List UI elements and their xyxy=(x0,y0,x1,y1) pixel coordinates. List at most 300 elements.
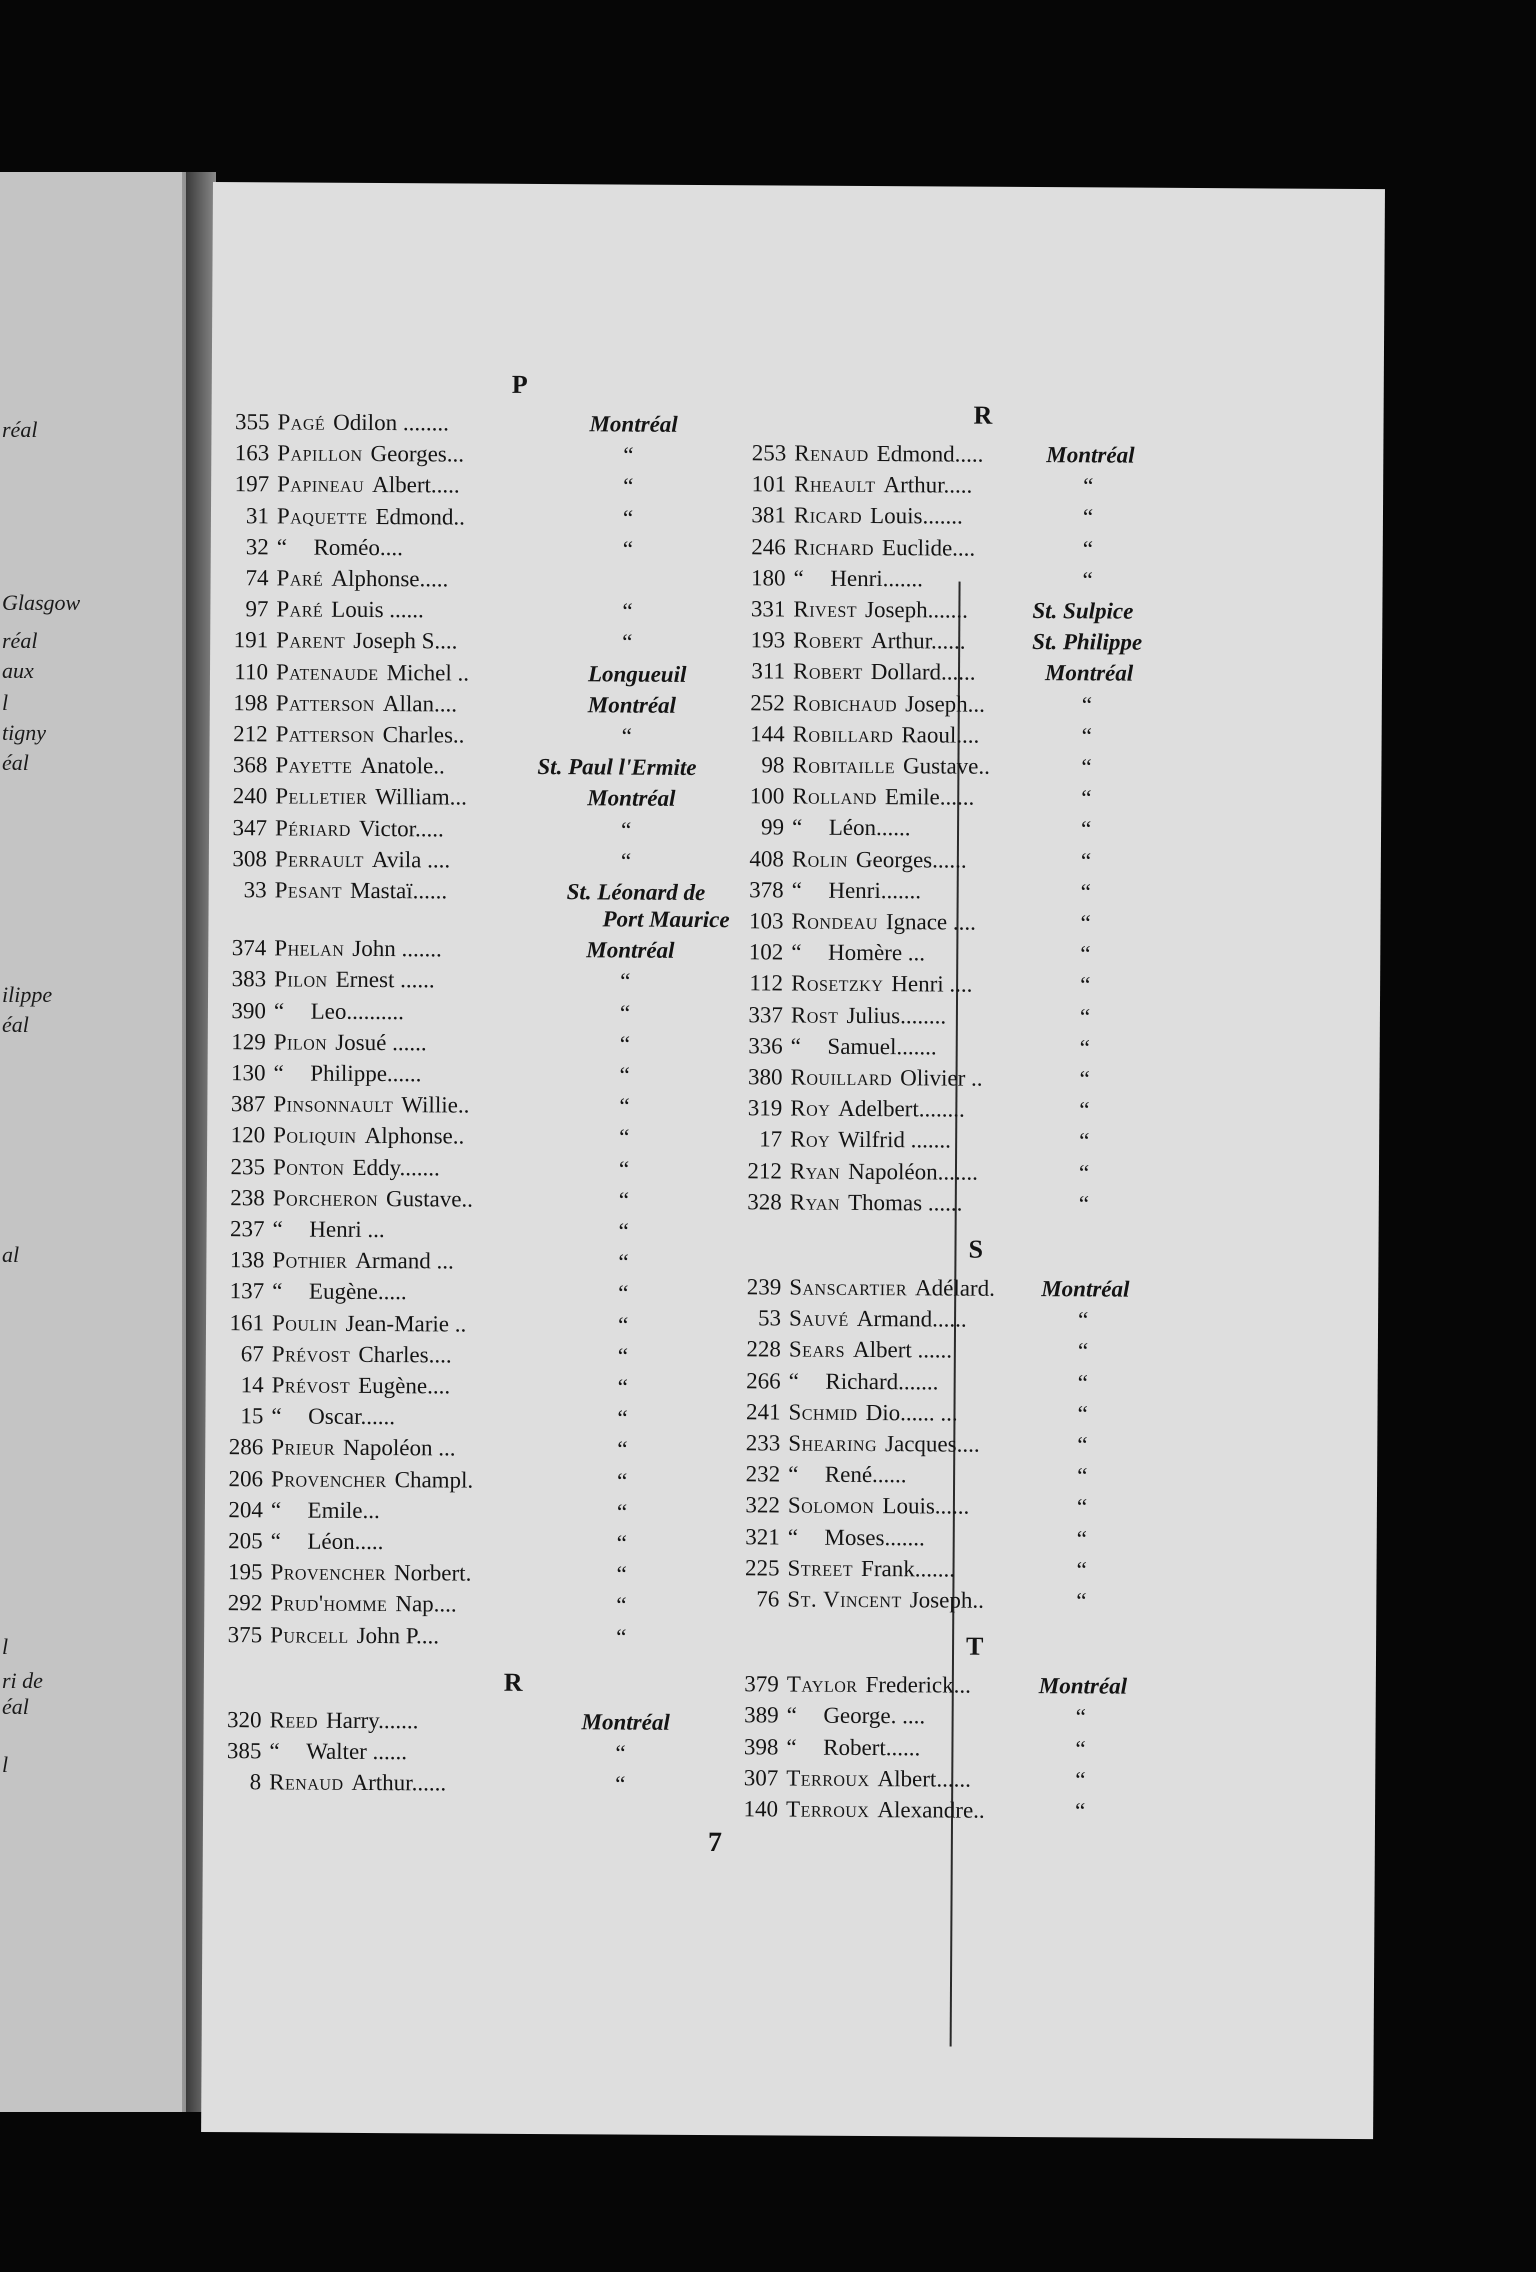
member-name xyxy=(791,1032,937,1061)
surname: Ryan xyxy=(789,1189,841,1215)
ditto-mark: “ xyxy=(616,1499,628,1525)
directory-entry xyxy=(206,1371,726,1402)
given-name: Arthur..... xyxy=(883,472,973,498)
member-name xyxy=(786,1733,920,1762)
member-name xyxy=(273,1215,385,1244)
surname: St. Vincent xyxy=(787,1586,902,1613)
member-number: 381 xyxy=(751,502,787,528)
ditto-mark: “ xyxy=(616,1530,627,1556)
left-page-fragment: Glasgow xyxy=(2,590,81,615)
given-name: Léon..... xyxy=(307,1528,384,1555)
member-name xyxy=(271,1434,455,1463)
section-letter: R xyxy=(503,1667,523,1697)
ditto-mark: “ xyxy=(1082,567,1093,593)
directory-entry xyxy=(727,595,1247,626)
member-name xyxy=(272,1247,453,1276)
surname: Street xyxy=(787,1555,854,1581)
member-name xyxy=(787,1554,955,1583)
member-name xyxy=(788,1492,970,1521)
member-name xyxy=(272,1340,452,1369)
member-name xyxy=(788,1430,979,1459)
given-name: Frederick... xyxy=(865,1672,972,1698)
directory-entry xyxy=(207,1184,727,1215)
ditto-mark: “ xyxy=(1075,1767,1086,1793)
directory-entry xyxy=(206,1277,726,1308)
member-name xyxy=(276,627,457,656)
member-name xyxy=(271,1496,380,1525)
given-name: Willie.. xyxy=(401,1092,470,1118)
given-name: Charles.... xyxy=(358,1341,452,1368)
member-name xyxy=(788,1398,957,1427)
given-name: Joseph... xyxy=(905,690,986,717)
ditto-mark: “ xyxy=(620,817,632,843)
member-name xyxy=(791,939,925,968)
parish-name: Montréal xyxy=(586,937,675,964)
given-name: Philippe...... xyxy=(310,1060,422,1087)
surname: Rolland xyxy=(792,783,877,810)
ditto-mark: “ xyxy=(1079,1035,1091,1061)
member-number: 99 xyxy=(760,814,785,840)
member-number: 100 xyxy=(749,783,785,809)
given-name: René...... xyxy=(824,1461,907,1488)
directory-entry xyxy=(205,1465,725,1496)
given-name: Walter ...... xyxy=(306,1738,408,1765)
member-number: 237 xyxy=(230,1216,265,1242)
given-name: Oscar...... xyxy=(308,1403,396,1430)
ditto-mark: “ xyxy=(1081,785,1092,811)
surname: “ xyxy=(788,1368,800,1394)
directory-entry xyxy=(728,470,1248,501)
left-page-fragment: l xyxy=(2,1752,9,1777)
given-name: Arthur...... xyxy=(351,1770,447,1796)
directory-entry xyxy=(209,876,729,907)
given-name: Georges...... xyxy=(855,846,967,873)
member-number: 331 xyxy=(750,596,786,622)
member-number: 252 xyxy=(750,689,785,716)
given-name: Richard....... xyxy=(825,1368,939,1395)
member-number: 266 xyxy=(746,1367,781,1394)
directory-entry xyxy=(721,1702,1241,1733)
ditto-mark: “ xyxy=(617,1312,629,1338)
ditto-mark: “ xyxy=(617,1436,628,1462)
surname: Poulin xyxy=(271,1309,338,1336)
surname: Porcheron xyxy=(272,1185,379,1211)
directory-entry xyxy=(728,564,1248,595)
given-name: Albert..... xyxy=(372,472,460,498)
member-number: 15 xyxy=(240,1403,264,1429)
member-name xyxy=(274,997,404,1026)
directory-entry xyxy=(206,1340,726,1371)
directory-entry xyxy=(205,1433,725,1464)
directory-entry xyxy=(207,1090,727,1121)
ditto-mark: “ xyxy=(1078,1159,1090,1185)
member-name xyxy=(792,814,911,843)
ditto-mark: “ xyxy=(615,1771,626,1797)
directory-entry xyxy=(208,1028,728,1059)
member-name xyxy=(272,1278,407,1307)
surname: Sauvé xyxy=(788,1305,849,1332)
given-name: Georges... xyxy=(370,441,465,467)
given-name: Thomas ...... xyxy=(847,1189,963,1216)
ditto-mark: “ xyxy=(1079,1003,1091,1029)
member-number: 195 xyxy=(227,1559,263,1585)
directory-entry xyxy=(210,564,730,595)
parish-name: St. Paul l'Ermite xyxy=(537,754,697,781)
directory-entry xyxy=(206,1246,726,1277)
member-name xyxy=(276,689,457,718)
member-number: 292 xyxy=(227,1590,263,1616)
given-name: Avila .... xyxy=(371,846,451,873)
member-name xyxy=(275,752,445,781)
ditto-mark: “ xyxy=(1076,1557,1087,1583)
member-name xyxy=(275,783,467,812)
member-name xyxy=(791,970,973,999)
given-name: Henri .... xyxy=(891,971,973,998)
member-number: 337 xyxy=(748,1001,784,1028)
member-name xyxy=(271,1465,473,1494)
ditto-mark: “ xyxy=(618,1187,630,1213)
surname: Pilon xyxy=(274,966,328,993)
ditto-mark: “ xyxy=(1080,879,1091,905)
given-name: Alphonse..... xyxy=(331,565,449,592)
surname: Roy xyxy=(790,1095,831,1121)
surname: Rost xyxy=(790,1002,839,1028)
member-name xyxy=(273,1122,464,1151)
ditto-mark: “ xyxy=(1079,1097,1090,1123)
given-name: Ignace .... xyxy=(885,909,977,935)
surname: Rosetzky xyxy=(791,970,884,997)
given-name: George. .... xyxy=(823,1703,926,1729)
parish-name: Montréal xyxy=(587,692,677,718)
directory-entry xyxy=(725,938,1245,969)
member-name xyxy=(787,1671,971,1700)
member-number: 8 xyxy=(249,1769,262,1795)
given-name: Emile...... xyxy=(884,784,975,810)
member-number: 161 xyxy=(229,1309,265,1335)
ditto-mark: “ xyxy=(1079,1128,1090,1154)
given-name: Frank....... xyxy=(861,1555,956,1582)
ditto-mark: “ xyxy=(1081,691,1093,717)
ditto-mark: “ xyxy=(1077,1338,1089,1364)
member-number: 368 xyxy=(232,752,268,778)
ditto-mark: “ xyxy=(615,1740,626,1766)
member-number: 387 xyxy=(230,1091,266,1117)
member-name xyxy=(791,908,976,937)
member-number: 206 xyxy=(228,1465,264,1491)
member-name xyxy=(271,1403,395,1432)
surname: Renaud xyxy=(269,1769,344,1796)
given-name: Henri....... xyxy=(830,565,924,592)
ditto-mark: “ xyxy=(622,505,634,531)
surname: Paquette xyxy=(276,502,368,529)
surname: Sanscartier xyxy=(789,1274,908,1301)
parish-name: Montréal xyxy=(1044,660,1134,687)
surname: Papineau xyxy=(277,471,365,498)
ditto-mark: “ xyxy=(622,536,634,562)
member-number: 253 xyxy=(751,440,787,466)
given-name: Leo.......... xyxy=(310,998,404,1024)
member-name xyxy=(273,1184,473,1213)
ditto-mark: “ xyxy=(1080,910,1091,936)
surname: “ xyxy=(788,1461,799,1487)
given-name: Dio...... ... xyxy=(865,1399,958,1426)
member-number: 110 xyxy=(234,658,269,684)
section-letter: T xyxy=(965,1631,984,1661)
directory-entry xyxy=(723,1336,1243,1367)
member-number: 97 xyxy=(245,596,269,622)
member-number: 138 xyxy=(229,1247,265,1273)
member-number: 197 xyxy=(234,471,270,497)
member-name xyxy=(272,1309,466,1338)
left-page-fragment: ri de xyxy=(2,1668,43,1693)
surname: Schmid xyxy=(788,1399,858,1425)
ditto-mark: “ xyxy=(619,1062,630,1088)
member-number: 198 xyxy=(233,689,268,716)
directory-entry xyxy=(209,751,729,782)
member-number: 67 xyxy=(240,1340,264,1367)
surname: Rouillard xyxy=(790,1064,893,1091)
member-number: 307 xyxy=(743,1765,779,1791)
surname: Poliquin xyxy=(273,1122,357,1149)
given-name: Armand...... xyxy=(856,1306,967,1332)
member-name xyxy=(788,1461,907,1490)
member-name xyxy=(790,1064,982,1093)
surname: Patterson xyxy=(275,690,375,716)
directory-entry xyxy=(725,970,1245,1001)
directory-entry xyxy=(209,845,729,876)
member-number: 112 xyxy=(749,970,784,996)
member-number: 408 xyxy=(749,845,784,872)
document-page xyxy=(201,182,1385,2139)
ditto-mark: “ xyxy=(619,1093,630,1119)
surname: Sears xyxy=(788,1336,846,1363)
member-number: 389 xyxy=(744,1702,779,1728)
surname: Terroux xyxy=(786,1765,870,1791)
member-name xyxy=(273,1153,440,1182)
given-name: Adélard. xyxy=(914,1275,995,1301)
member-number: 246 xyxy=(751,533,786,560)
member-number: 137 xyxy=(229,1278,265,1304)
ditto-mark: “ xyxy=(618,1280,629,1306)
given-name: Edmond.. xyxy=(375,503,466,530)
member-name xyxy=(276,596,424,625)
surname: “ xyxy=(269,1738,281,1764)
member-name xyxy=(269,1769,446,1798)
surname: Shearing xyxy=(788,1430,878,1457)
directory-entry xyxy=(204,1558,724,1589)
given-name: Julius........ xyxy=(846,1002,947,1029)
given-name: Wilfrid ....... xyxy=(838,1127,951,1153)
surname: Patterson xyxy=(275,721,375,747)
member-number: 233 xyxy=(745,1430,781,1456)
surname: Pilon xyxy=(273,1029,328,1055)
ditto-mark: “ xyxy=(617,1405,628,1431)
directory-entry xyxy=(725,907,1245,938)
member-number: 336 xyxy=(748,1033,783,1059)
member-name xyxy=(276,658,469,687)
directory-entry xyxy=(725,1001,1245,1032)
directory-entry xyxy=(722,1492,1242,1523)
given-name: Alexandre.. xyxy=(877,1797,985,1823)
member-number: 240 xyxy=(232,783,268,809)
surname: Périard xyxy=(274,814,351,841)
given-name: Louis ...... xyxy=(331,596,424,623)
directory-entry xyxy=(728,502,1248,533)
member-name xyxy=(270,1590,457,1619)
surname: Prud'homme xyxy=(270,1590,388,1617)
directory-entry xyxy=(203,1768,723,1799)
member-number: 144 xyxy=(750,721,785,747)
member-number: 98 xyxy=(761,752,785,778)
surname: Ricard xyxy=(793,502,863,529)
directory-entry xyxy=(207,1153,727,1184)
given-name: Harry....... xyxy=(325,1707,419,1734)
member-number: 390 xyxy=(231,997,267,1023)
member-number: 225 xyxy=(744,1555,780,1581)
member-name xyxy=(273,1059,421,1088)
member-number: 129 xyxy=(231,1028,266,1055)
ditto-mark: “ xyxy=(1075,1704,1086,1730)
directory-entry xyxy=(205,1402,725,1433)
surname: “ xyxy=(272,1216,284,1242)
ditto-mark: “ xyxy=(616,1561,627,1587)
surname: Richard xyxy=(793,534,875,560)
given-name: Albert ...... xyxy=(853,1337,953,1363)
member-name xyxy=(277,533,403,562)
directory-entry xyxy=(205,1527,725,1558)
given-name: Louis....... xyxy=(870,503,963,529)
member-number: 375 xyxy=(227,1621,263,1647)
surname: “ xyxy=(793,565,805,591)
directory-entry xyxy=(723,1367,1243,1398)
member-name xyxy=(789,1305,967,1334)
given-name: Emile... xyxy=(307,1497,380,1523)
surname: “ xyxy=(791,939,803,965)
given-name: Dollard...... xyxy=(870,659,976,686)
given-name: Joseph.. xyxy=(909,1587,984,1613)
directory-entry xyxy=(211,533,731,564)
directory-entry xyxy=(721,1585,1241,1616)
given-name: Moses....... xyxy=(824,1524,925,1550)
directory-entry xyxy=(210,595,730,626)
parish-name: Longueuil xyxy=(587,660,687,687)
member-name xyxy=(274,966,435,995)
ditto-mark: “ xyxy=(1076,1525,1088,1551)
given-name: Norbert. xyxy=(394,1560,472,1586)
surname: “ xyxy=(791,877,803,903)
parish-name: St. Philippe xyxy=(1032,629,1143,655)
given-name: Eddy....... xyxy=(352,1154,440,1180)
member-number: 163 xyxy=(234,440,270,466)
surname: Paré xyxy=(276,596,324,622)
member-number: 286 xyxy=(228,1434,264,1460)
member-name xyxy=(269,1737,407,1766)
member-name xyxy=(794,471,972,500)
member-number: 31 xyxy=(245,502,270,528)
ditto-mark: “ xyxy=(616,1468,628,1494)
surname: Robillard xyxy=(792,721,894,747)
given-name: Anatole.. xyxy=(360,753,445,779)
directory-entry xyxy=(724,1094,1244,1125)
given-name: Euclide.... xyxy=(881,534,976,561)
member-name xyxy=(275,876,448,905)
parish-name: St. Sulpice xyxy=(1032,598,1134,624)
given-name: Victor..... xyxy=(358,815,444,842)
surname: Ryan xyxy=(789,1158,841,1184)
member-name xyxy=(794,533,976,562)
member-name xyxy=(275,845,450,874)
ditto-mark: “ xyxy=(1081,723,1092,749)
member-name xyxy=(270,1621,439,1650)
member-name xyxy=(786,1796,985,1825)
surname: Pinsonnault xyxy=(273,1091,394,1118)
directory-entry xyxy=(728,533,1248,564)
surname: “ xyxy=(791,814,803,841)
directory-entry xyxy=(211,470,731,501)
parish-name: Montréal xyxy=(581,1709,670,1735)
member-number: 320 xyxy=(227,1706,262,1733)
member-number: 239 xyxy=(746,1274,782,1300)
directory-entry xyxy=(725,1032,1245,1063)
member-name xyxy=(271,1527,384,1556)
left-page-fragment: réal xyxy=(2,628,38,653)
member-name xyxy=(277,471,460,500)
ditto-mark: “ xyxy=(1080,972,1091,998)
member-number: 322 xyxy=(745,1492,781,1518)
directory-entry xyxy=(722,1398,1242,1429)
member-number: 17 xyxy=(759,1126,783,1152)
given-name: Joseph S.... xyxy=(353,628,458,654)
ditto-mark: “ xyxy=(1076,1588,1087,1614)
given-name: Charles.. xyxy=(382,722,465,748)
surname: Provencher xyxy=(271,1465,387,1492)
directory-entry xyxy=(727,720,1247,751)
surname: Rivest xyxy=(793,596,858,622)
surname: “ xyxy=(273,1060,285,1086)
given-name: Napoléon ... xyxy=(342,1435,456,1461)
ditto-mark: “ xyxy=(1076,1494,1088,1520)
given-name: Edmond..... xyxy=(876,441,984,467)
ditto-mark: “ xyxy=(619,1124,630,1150)
surname: “ xyxy=(273,997,285,1024)
left-page-fragment: l xyxy=(2,1634,9,1659)
surname: Phelan xyxy=(274,935,345,962)
given-name: Eugène..... xyxy=(308,1278,407,1305)
member-number: 383 xyxy=(231,966,267,992)
member-name xyxy=(793,658,976,687)
surname: Provencher xyxy=(270,1559,387,1586)
member-name xyxy=(786,1764,971,1793)
ditto-mark: “ xyxy=(617,1374,628,1400)
member-number: 347 xyxy=(232,814,268,840)
directory-entry xyxy=(207,1121,727,1152)
directory-entry xyxy=(721,1554,1241,1585)
section-letter: P xyxy=(511,369,528,399)
directory-entry xyxy=(727,658,1247,689)
member-name xyxy=(792,783,974,812)
member-number: 14 xyxy=(240,1372,264,1398)
given-name: Jean-Marie .. xyxy=(345,1310,467,1337)
directory-entry xyxy=(208,934,728,965)
parish-name: Montréal xyxy=(1046,442,1135,468)
member-name xyxy=(277,408,448,437)
given-name: Léon...... xyxy=(828,815,911,841)
member-number: 232 xyxy=(745,1461,781,1487)
parish-name: Montréal xyxy=(589,411,678,437)
given-name: Michel .. xyxy=(386,659,470,686)
surname: Solomon xyxy=(787,1492,875,1519)
ditto-mark: “ xyxy=(621,723,632,749)
